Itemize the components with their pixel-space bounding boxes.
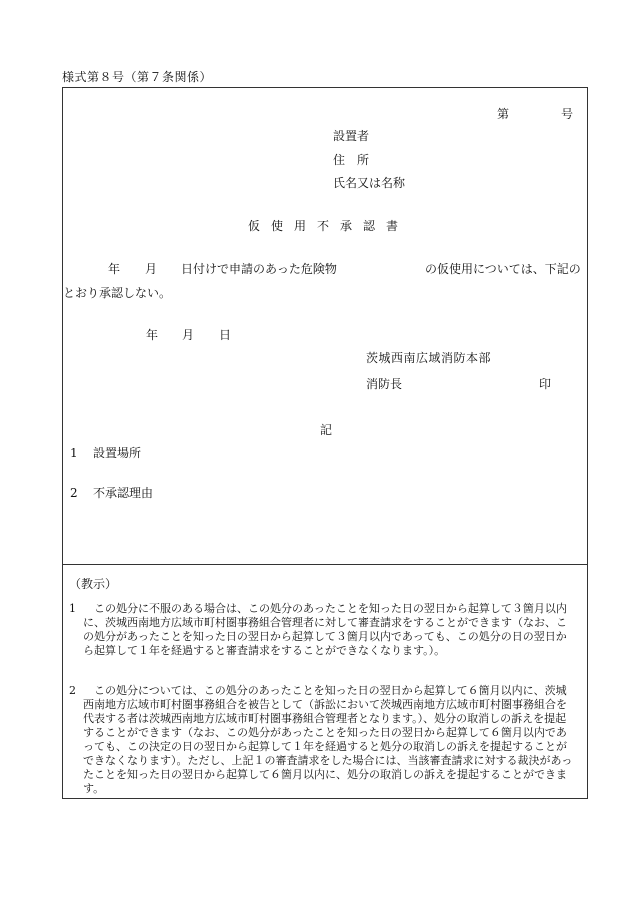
- form-number: 様式第８号（第７条関係）: [62, 70, 213, 84]
- body-month: 月: [145, 262, 158, 276]
- item-2-label: 不承認理由: [93, 486, 154, 500]
- ki-label: 記: [320, 423, 333, 437]
- doc-number-prefix: 第: [497, 107, 510, 121]
- doc-number-suffix: 号: [561, 107, 574, 121]
- form-frame: [62, 87, 588, 799]
- notice-heading: （教示）: [69, 577, 118, 591]
- section-divider: [63, 564, 587, 565]
- date-day: 日: [219, 328, 232, 342]
- installer-label: 設置者: [333, 129, 370, 143]
- issuer-seal: 印: [539, 377, 552, 391]
- body-text: 日付けで申請のあった危険物: [181, 262, 337, 276]
- notice-item-1: [69, 602, 577, 674]
- name-label: 氏名又は名称: [333, 176, 406, 190]
- address-label: 住 所: [333, 153, 370, 167]
- notice-item-1-text: この処分に不服のある場合は、この処分のあったことを知った日の翌日から起算して３箇月以内に、茨城西南地方広域市町村圏事務組合管理者に対して審査請求をすることができます（なお、この処分があったことを知った日の翌日から起算して３箇月以内であっても、この処分の日の翌日から起算して１年を経過すると審査請求をすることができなくなります。）。: [83, 602, 567, 657]
- notice-item-2-number: 2: [69, 684, 76, 697]
- item-1-label: 設置場所: [93, 446, 142, 460]
- notice-item-2: [69, 684, 577, 795]
- notice-item-2-text: この処分については、この処分のあったことを知った日の翌日から起算して６箇月以内に、茨城西南地方広域市町村圏事務組合を被告として（訴訟において茨城西南地方広域市町村圏事務組合を代表する者は茨城西南地方広域市町村圏事務組合管理者となります。）、処分の取消しの訴えを提起することができます（なお、この処分があったことを知った日の翌日から起算して６箇月以内であっても、この決定の日の翌日から起算して１年を経過すると処分の取消しの訴えを提起することができなくなります）。ただし、上記１の審査請求をした場合には、当該審査請求に対する裁決があったことを知った日の翌日から起算して６箇月以内に、処分の取消しの訴えを提起することができます。: [83, 684, 573, 795]
- date-year: 年: [146, 328, 159, 342]
- body-text-after: の仮使用については、下記のとおり承認しない。: [63, 262, 581, 300]
- item-2-number: 2: [70, 486, 78, 500]
- issuer-organization: 茨城西南広域消防本部: [366, 351, 492, 365]
- issuer-title: 消防長: [366, 377, 403, 391]
- date-month: 月: [182, 328, 195, 342]
- document-title: 仮使用不承認書: [248, 219, 410, 233]
- body-year: 年: [108, 262, 121, 276]
- item-1-number: 1: [70, 446, 78, 460]
- notice-item-1-number: 1: [69, 602, 76, 615]
